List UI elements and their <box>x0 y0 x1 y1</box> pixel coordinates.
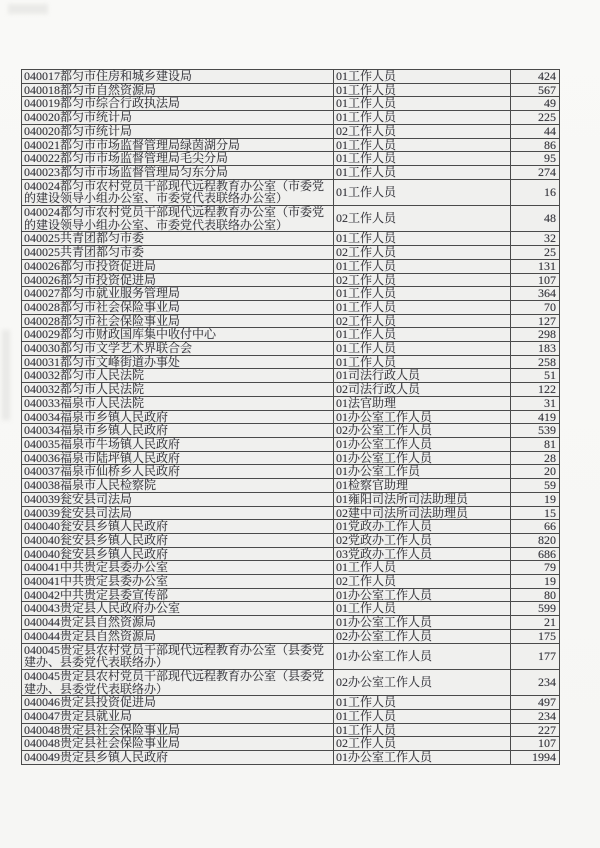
count-cell: 15 <box>511 506 560 520</box>
position-cell: 02党政办工作人员 <box>334 533 511 547</box>
table-row <box>22 437 560 451</box>
table-row <box>22 138 560 152</box>
unit-cell: 040030都匀市文学艺术界联合会 <box>22 342 334 356</box>
position-cell: 02工作人员 <box>334 273 511 287</box>
table-row <box>22 533 560 547</box>
unit-cell: 040044贵定县自然资源局 <box>22 616 334 630</box>
position-cell: 01办公室工作人员 <box>334 451 511 465</box>
count-cell: 234 <box>511 710 560 724</box>
unit-cell: 040026都匀市投资促进局 <box>22 259 334 273</box>
table-row <box>22 70 560 84</box>
position-cell: 01工作人员 <box>334 138 511 152</box>
position-cell: 01司法行政人员 <box>334 369 511 383</box>
position-cell: 01工作人员 <box>334 232 511 246</box>
unit-cell: 040040瓮安县乡镇人民政府 <box>22 520 334 534</box>
count-cell: 258 <box>511 355 560 369</box>
unit-cell: 040048贵定县社会保险事业局 <box>22 737 334 751</box>
unit-cell: 040017都匀市住房和城乡建设局 <box>22 70 334 84</box>
table-row <box>22 97 560 111</box>
table-row <box>22 328 560 342</box>
position-cell: 01检察官助理 <box>334 479 511 493</box>
position-cell: 01工作人员 <box>334 83 511 97</box>
table-row <box>22 737 560 751</box>
position-cell: 02工作人员 <box>334 737 511 751</box>
unit-cell: 040024都匀市农村党员干部现代远程教育办公室（市委党的建设领导小组办公室、市委党代表联络办公室） <box>22 206 334 232</box>
unit-cell: 040042中共贵定县委宣传部 <box>22 588 334 602</box>
table-row <box>22 751 560 765</box>
unit-cell: 040039瓮安县司法局 <box>22 492 334 506</box>
count-cell: 79 <box>511 561 560 575</box>
unit-cell: 040028都匀市社会保险事业局 <box>22 314 334 328</box>
unit-cell: 040032都匀市人民法院 <box>22 383 334 397</box>
position-cell: 01办公室工作人员 <box>334 643 511 669</box>
table-row <box>22 259 560 273</box>
position-cell: 01工作人员 <box>334 70 511 84</box>
count-cell: 59 <box>511 479 560 493</box>
table-row <box>22 479 560 493</box>
count-cell: 227 <box>511 723 560 737</box>
count-cell: 80 <box>511 588 560 602</box>
count-cell: 1994 <box>511 751 560 765</box>
count-cell: 32 <box>511 232 560 246</box>
table-row <box>22 506 560 520</box>
count-cell: 19 <box>511 492 560 506</box>
unit-cell: 040041中共贵定县委办公室 <box>22 561 334 575</box>
unit-cell: 040044贵定县自然资源局 <box>22 629 334 643</box>
position-cell: 02工作人员 <box>334 246 511 260</box>
table-row <box>22 465 560 479</box>
table-row <box>22 710 560 724</box>
table-row <box>22 383 560 397</box>
scan-artifact <box>2 330 10 420</box>
unit-cell: 040041中共贵定县委办公室 <box>22 575 334 589</box>
position-cell: 01工作人员 <box>334 259 511 273</box>
count-cell: 599 <box>511 602 560 616</box>
unit-cell: 040046贵定县投资促进局 <box>22 696 334 710</box>
position-cell: 01工作人员 <box>334 696 511 710</box>
unit-cell: 040027都匀市就业服务管理局 <box>22 287 334 301</box>
table-row <box>22 124 560 138</box>
position-cell: 01办公室工作人员 <box>334 588 511 602</box>
count-cell: 107 <box>511 273 560 287</box>
unit-cell: 040037福泉市仙桥乡人民政府 <box>22 465 334 479</box>
position-cell: 01工作人员 <box>334 328 511 342</box>
table-row <box>22 273 560 287</box>
count-cell: 122 <box>511 383 560 397</box>
count-cell: 66 <box>511 520 560 534</box>
table-row <box>22 287 560 301</box>
position-cell: 02办公室工作人员 <box>334 424 511 438</box>
count-cell: 86 <box>511 138 560 152</box>
table-row <box>22 723 560 737</box>
position-cell: 01工作人员 <box>334 710 511 724</box>
table-row <box>22 643 560 669</box>
unit-cell: 040020都匀市统计局 <box>22 124 334 138</box>
position-cell: 01工作人员 <box>334 179 511 205</box>
position-cell: 01工作人员 <box>334 355 511 369</box>
table-row <box>22 314 560 328</box>
table-row <box>22 451 560 465</box>
table-row <box>22 575 560 589</box>
table-row <box>22 246 560 260</box>
unit-cell: 040040瓮安县乡镇人民政府 <box>22 547 334 561</box>
position-cell: 02工作人员 <box>334 575 511 589</box>
unit-cell: 040021都匀市市场监督管理局绿茵湖分局 <box>22 138 334 152</box>
position-cell: 01法官助理 <box>334 396 511 410</box>
table-row <box>22 179 560 205</box>
unit-cell: 040020都匀市统计局 <box>22 111 334 125</box>
unit-cell: 040048贵定县社会保险事业局 <box>22 723 334 737</box>
count-cell: 44 <box>511 124 560 138</box>
table-row <box>22 232 560 246</box>
table-row <box>22 696 560 710</box>
position-cell: 01党政办工作人员 <box>334 520 511 534</box>
count-cell: 107 <box>511 737 560 751</box>
position-cell: 02工作人员 <box>334 206 511 232</box>
unit-cell: 040045贵定县农村党员干部现代远程教育办公室（县委党建办、县委党代表联络办） <box>22 643 334 669</box>
position-cell: 01工作人员 <box>334 152 511 166</box>
unit-cell: 040025共青团都匀市委 <box>22 246 334 260</box>
position-cell: 02办公室工作人员 <box>334 669 511 695</box>
unit-cell: 040036福泉市陆坪镇人民政府 <box>22 451 334 465</box>
table-row <box>22 588 560 602</box>
count-cell: 686 <box>511 547 560 561</box>
count-cell: 31 <box>511 396 560 410</box>
unit-cell: 040039瓮安县司法局 <box>22 506 334 520</box>
table-row <box>22 369 560 383</box>
unit-cell: 040024都匀市农村党员干部现代远程教育办公室（市委党的建设领导小组办公室、市委党代表联络办公室） <box>22 179 334 205</box>
count-cell: 131 <box>511 259 560 273</box>
position-cell: 01办公室工作人员 <box>334 751 511 765</box>
table-row <box>22 602 560 616</box>
count-cell: 419 <box>511 410 560 424</box>
position-cell: 02工作人员 <box>334 314 511 328</box>
table-row <box>22 300 560 314</box>
count-cell: 95 <box>511 152 560 166</box>
position-cell: 02办公室工作人员 <box>334 629 511 643</box>
position-cell: 01办公室工作员 <box>334 465 511 479</box>
table-row <box>22 561 560 575</box>
count-cell: 177 <box>511 643 560 669</box>
table-row <box>22 616 560 630</box>
position-cell: 01工作人员 <box>334 165 511 179</box>
scan-artifact <box>8 4 48 14</box>
count-cell: 21 <box>511 616 560 630</box>
count-cell: 820 <box>511 533 560 547</box>
count-cell: 25 <box>511 246 560 260</box>
position-cell: 01办公室工作人员 <box>334 437 511 451</box>
position-cell: 01工作人员 <box>334 97 511 111</box>
position-cell: 01工作人员 <box>334 300 511 314</box>
unit-cell: 040032都匀市人民法院 <box>22 369 334 383</box>
position-cell: 03党政办工作人员 <box>334 547 511 561</box>
count-cell: 51 <box>511 369 560 383</box>
table-row <box>22 547 560 561</box>
unit-cell: 040025共青团都匀市委 <box>22 232 334 246</box>
count-cell: 175 <box>511 629 560 643</box>
unit-cell: 040029都匀市财政国库集中收付中心 <box>22 328 334 342</box>
position-cell: 01工作人员 <box>334 342 511 356</box>
count-cell: 364 <box>511 287 560 301</box>
count-cell: 497 <box>511 696 560 710</box>
count-cell: 298 <box>511 328 560 342</box>
table-row <box>22 520 560 534</box>
unit-cell: 040022都匀市市场监督管理局毛尖分局 <box>22 152 334 166</box>
position-cell: 01办公室工作人员 <box>334 616 511 630</box>
table-row <box>22 396 560 410</box>
recruitment-table <box>21 69 560 765</box>
table-row <box>22 669 560 695</box>
count-cell: 20 <box>511 465 560 479</box>
count-cell: 127 <box>511 314 560 328</box>
count-cell: 183 <box>511 342 560 356</box>
position-cell: 01工作人员 <box>334 111 511 125</box>
count-cell: 16 <box>511 179 560 205</box>
table-row <box>22 206 560 232</box>
table-row <box>22 355 560 369</box>
table-row <box>22 492 560 506</box>
count-cell: 225 <box>511 111 560 125</box>
table-row <box>22 152 560 166</box>
count-cell: 274 <box>511 165 560 179</box>
table-row <box>22 83 560 97</box>
unit-cell: 040028都匀市社会保险事业局 <box>22 300 334 314</box>
count-cell: 424 <box>511 70 560 84</box>
table-row <box>22 111 560 125</box>
count-cell: 28 <box>511 451 560 465</box>
unit-cell: 040035福泉市牛场镇人民政府 <box>22 437 334 451</box>
position-cell: 01办公室工作人员 <box>334 410 511 424</box>
count-cell: 81 <box>511 437 560 451</box>
count-cell: 70 <box>511 300 560 314</box>
table-row <box>22 165 560 179</box>
position-cell: 01工作人员 <box>334 602 511 616</box>
unit-cell: 040040瓮安县乡镇人民政府 <box>22 533 334 547</box>
unit-cell: 040043贵定县人民政府办公室 <box>22 602 334 616</box>
unit-cell: 040018都匀市自然资源局 <box>22 83 334 97</box>
table-row <box>22 629 560 643</box>
unit-cell: 040045贵定县农村党员干部现代远程教育办公室（县委党建办、县委党代表联络办） <box>22 669 334 695</box>
unit-cell: 040049贵定县乡镇人民政府 <box>22 751 334 765</box>
position-cell: 02建中司法所司法助理员 <box>334 506 511 520</box>
count-cell: 49 <box>511 97 560 111</box>
position-cell: 01雍阳司法所司法助理员 <box>334 492 511 506</box>
position-cell: 01工作人员 <box>334 723 511 737</box>
unit-cell: 040023都匀市市场监督管理局匀东分局 <box>22 165 334 179</box>
table-row <box>22 424 560 438</box>
position-cell: 01工作人员 <box>334 287 511 301</box>
unit-cell: 040026都匀市投资促进局 <box>22 273 334 287</box>
unit-cell: 040019都匀市综合行政执法局 <box>22 97 334 111</box>
count-cell: 19 <box>511 575 560 589</box>
position-cell: 02司法行政人员 <box>334 383 511 397</box>
unit-cell: 040047贵定县就业局 <box>22 710 334 724</box>
unit-cell: 040038福泉市人民检察院 <box>22 479 334 493</box>
position-cell: 01工作人员 <box>334 561 511 575</box>
count-cell: 48 <box>511 206 560 232</box>
count-cell: 567 <box>511 83 560 97</box>
count-cell: 234 <box>511 669 560 695</box>
unit-cell: 040034福泉市乡镇人民政府 <box>22 424 334 438</box>
position-cell: 02工作人员 <box>334 124 511 138</box>
count-cell: 539 <box>511 424 560 438</box>
unit-cell: 040033福泉市人民法院 <box>22 396 334 410</box>
table-row <box>22 342 560 356</box>
table-body <box>22 70 560 765</box>
unit-cell: 040034福泉市乡镇人民政府 <box>22 410 334 424</box>
unit-cell: 040031都匀市文峰街道办事处 <box>22 355 334 369</box>
table-row <box>22 410 560 424</box>
